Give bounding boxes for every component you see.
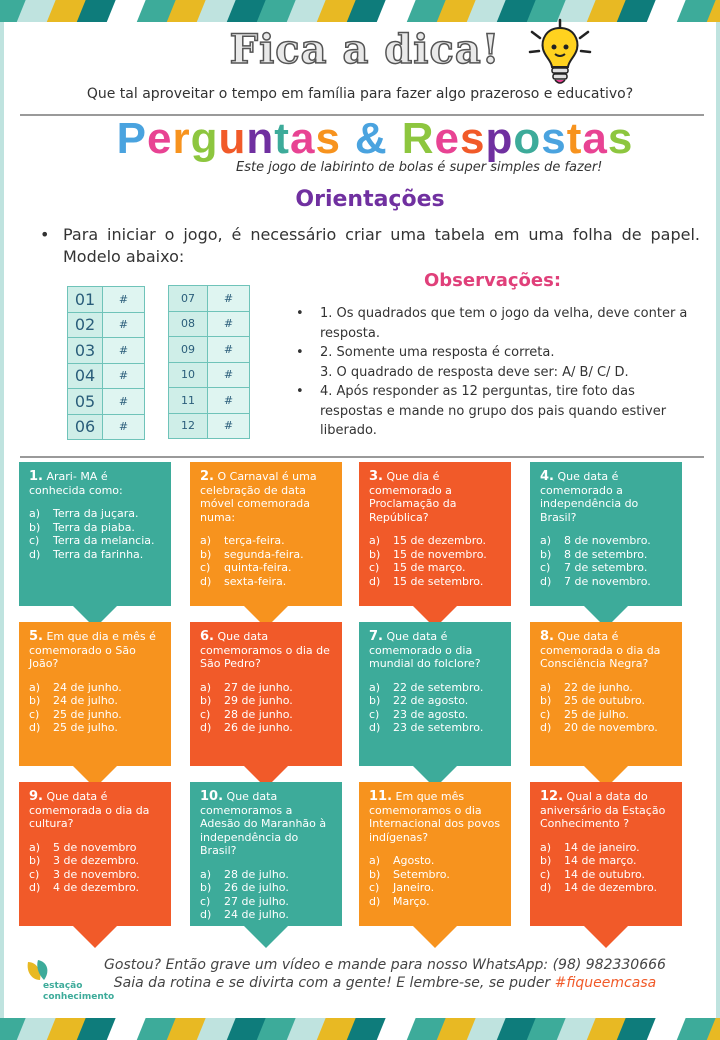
option-text: 4 de dezembro. <box>53 881 140 894</box>
title-letter: u <box>218 114 247 163</box>
question-card <box>190 782 342 926</box>
option-text: 7 de setembro. <box>564 561 648 574</box>
answer-option <box>540 868 672 882</box>
answer-option <box>369 868 501 882</box>
answer-option <box>540 721 672 735</box>
top-stripe-border <box>0 0 720 22</box>
question-label: Que dia é comemorado a Proclamação da República? <box>369 470 457 524</box>
option-letter: c) <box>200 561 211 574</box>
option-text: 3 de novembro. <box>53 867 140 881</box>
title-letter: R <box>401 114 435 163</box>
option-text: 20 de novembro. <box>564 721 658 734</box>
option-letter: d) <box>200 574 212 588</box>
table-row <box>169 388 250 414</box>
table-row <box>169 413 250 439</box>
question-text <box>540 470 672 524</box>
question-number: 11. <box>369 789 393 804</box>
option-letter: c) <box>200 894 211 908</box>
option-letter: a) <box>200 534 212 547</box>
table-row <box>68 312 145 338</box>
option-text: 22 de junho. <box>564 680 633 694</box>
question-number-cell: 12 <box>169 413 208 439</box>
question-label: Em que mês comemoramos o dia Internacional dos povos indígenas? <box>369 790 501 844</box>
answer-cell: # <box>208 337 250 363</box>
question-card <box>359 462 511 606</box>
question-label: Que data comemoramos a Adesão do Maranhão à independência do Brasil? <box>200 790 327 857</box>
option-letter: b) <box>200 694 212 707</box>
card-pointer <box>73 926 117 948</box>
answer-option <box>200 868 332 882</box>
option-text: 8 de novembro. <box>564 534 651 547</box>
answer-option <box>200 561 332 575</box>
question-number-cell: 04 <box>68 363 103 389</box>
answer-option <box>540 854 672 868</box>
question-card <box>19 622 171 766</box>
observacoes-heading: Observações: <box>424 270 562 291</box>
option-letter: c) <box>369 707 380 721</box>
question-number-cell: 02 <box>68 312 103 338</box>
question-number-cell: 09 <box>169 337 208 363</box>
option-letter: b) <box>200 881 212 894</box>
option-text: 23 de setembro. <box>393 721 484 734</box>
question-label: Que data é comemorado a independência do Brasil? <box>540 470 639 524</box>
title-letter: a <box>289 114 316 163</box>
option-text: segunda-feira. <box>224 547 304 561</box>
option-text: 22 de setembro. <box>393 680 484 694</box>
answer-option <box>200 534 332 548</box>
answer-option <box>540 575 672 589</box>
option-letter: a) <box>200 867 212 881</box>
title-letter: e <box>434 114 460 163</box>
answer-option <box>29 854 161 868</box>
answer-option <box>540 881 672 895</box>
option-letter: a) <box>29 840 41 854</box>
answer-option <box>29 881 161 895</box>
answer-option <box>200 708 332 722</box>
table-row <box>68 389 145 415</box>
option-letter: d) <box>29 721 41 734</box>
option-text: 27 de junho. <box>224 680 293 694</box>
answer-option <box>29 708 161 722</box>
table-row <box>169 337 250 363</box>
option-text: 24 de junho. <box>53 680 122 694</box>
option-text: Agosto. <box>393 854 435 867</box>
right-border <box>716 22 720 1018</box>
answer-cell: # <box>208 311 250 337</box>
question-text <box>200 470 332 524</box>
page-title: Fica a dica! <box>229 26 501 73</box>
question-card <box>359 782 511 926</box>
title-letter: e <box>147 114 173 163</box>
question-label: Arari- MA é conhecida como: <box>29 470 123 497</box>
option-text: 15 de setembro. <box>393 574 484 588</box>
option-letter: d) <box>29 547 41 561</box>
question-number-cell: 08 <box>169 311 208 337</box>
bullet: • <box>296 306 304 321</box>
question-text <box>29 790 161 831</box>
option-text: 23 de agosto. <box>393 707 469 721</box>
question-number-cell: 05 <box>68 389 103 415</box>
option-text: 25 de julho. <box>53 721 118 734</box>
game-title <box>0 114 720 164</box>
option-text: 14 de janeiro. <box>564 840 640 854</box>
answer-option <box>369 694 501 708</box>
answer-option <box>200 721 332 735</box>
question-label: Em que dia e mês é comemorado o São João? <box>29 630 156 670</box>
option-letter: b) <box>369 547 381 561</box>
option-letter: a) <box>540 840 552 854</box>
option-text: 24 de julho. <box>224 908 289 921</box>
answer-option <box>29 548 161 562</box>
title-letter: n <box>246 114 275 163</box>
option-text: 14 de março. <box>564 854 637 867</box>
option-text: Terra da piaba. <box>53 520 135 534</box>
bottom-stripe-border <box>0 1018 720 1040</box>
title-letter: g <box>190 114 219 163</box>
question-number-cell: 11 <box>169 388 208 414</box>
table-row <box>169 286 250 312</box>
left-border <box>0 22 4 1018</box>
question-card <box>19 462 171 606</box>
question-card <box>530 782 682 926</box>
option-text: 24 de julho. <box>53 694 118 707</box>
option-letter: c) <box>540 561 551 574</box>
question-card <box>530 622 682 766</box>
option-text: 15 de novembro. <box>393 547 487 561</box>
option-letter: a) <box>200 680 212 694</box>
option-letter: c) <box>540 707 551 721</box>
question-number: 2. <box>200 469 214 484</box>
divider-middle <box>20 456 704 458</box>
table-row <box>68 287 145 313</box>
observacao-item <box>296 304 696 343</box>
option-letter: b) <box>369 867 381 881</box>
question-number-cell: 06 <box>68 414 103 440</box>
title-letter: t <box>566 114 583 163</box>
option-letter: d) <box>29 881 41 894</box>
answer-option <box>540 548 672 562</box>
option-text: sexta-feira. <box>224 574 287 588</box>
option-letter: d) <box>200 721 212 734</box>
answer-option <box>29 534 161 548</box>
card-pointer <box>413 926 457 948</box>
option-text: 14 de dezembro. <box>564 881 658 894</box>
option-text: 25 de julho. <box>564 707 629 721</box>
question-number-cell: 03 <box>68 338 103 364</box>
observacao-text: 3. O quadrado de resposta deve ser: A/ B/ C/ D. <box>320 364 629 380</box>
answer-cell: # <box>103 389 145 415</box>
option-letter: d) <box>540 574 552 588</box>
game-subtitle: Este jogo de labirinto de bolas é super simples de fazer! <box>236 160 603 175</box>
card-pointer <box>584 926 628 948</box>
option-letter: a) <box>540 534 552 547</box>
option-letter: c) <box>29 534 40 547</box>
answer-option <box>29 694 161 708</box>
observacao-text: 4. Após responder as 12 perguntas, tire foto das respostas e mande no grupo dos pais quando estiver liberado. <box>320 384 667 438</box>
question-number-cell: 10 <box>169 362 208 388</box>
option-letter: b) <box>29 694 41 707</box>
option-text: 8 de setembro. <box>564 547 648 561</box>
question-label: O Carnaval é uma celebração de data móvel comemorada numa: <box>200 470 317 524</box>
option-text: Terra da farinha. <box>53 547 144 561</box>
title-letter: P <box>116 114 148 163</box>
answer-option <box>540 534 672 548</box>
answer-cell: # <box>208 388 250 414</box>
question-label: Que data é comemorada o dia da Consciência Negra? <box>540 630 661 670</box>
question-text <box>29 470 161 497</box>
question-number: 7. <box>369 629 383 644</box>
option-text: Setembro. <box>393 867 450 881</box>
title-letter: t <box>274 114 290 163</box>
answer-option <box>29 507 161 521</box>
answer-option <box>369 548 501 562</box>
option-letter: a) <box>369 680 381 694</box>
question-text <box>200 790 332 858</box>
question-number: 4. <box>540 469 554 484</box>
question-card <box>359 622 511 766</box>
option-letter: b) <box>540 854 552 867</box>
answer-table-2 <box>168 285 250 439</box>
option-text: Janeiro. <box>393 881 435 894</box>
question-number: 3. <box>369 469 383 484</box>
answer-option <box>29 721 161 735</box>
answer-option <box>369 708 501 722</box>
question-card <box>530 462 682 606</box>
question-card <box>19 782 171 926</box>
question-label: Que data é comemorado o dia mundial do folclore? <box>369 630 481 670</box>
question-number: 10. <box>200 789 224 804</box>
observacao-item <box>296 343 696 363</box>
hashtag: #fiqueemcasa <box>554 975 657 991</box>
option-text: Terra da melancia. <box>53 534 155 547</box>
answer-option <box>200 694 332 708</box>
option-text: quinta-feira. <box>224 561 292 574</box>
option-letter: c) <box>369 881 380 894</box>
answer-cell: # <box>208 362 250 388</box>
answer-option <box>369 721 501 735</box>
option-text: 15 de março. <box>393 561 466 574</box>
question-number: 6. <box>200 629 214 644</box>
answer-cell: # <box>103 312 145 338</box>
question-text <box>29 630 161 671</box>
answer-option <box>200 895 332 909</box>
answer-option <box>540 681 672 695</box>
answer-cell: # <box>103 287 145 313</box>
option-letter: d) <box>369 721 381 734</box>
observacao-text: 1. Os quadrados que tem o jogo da velha, deve conter a resposta. <box>320 306 688 341</box>
question-text <box>200 630 332 671</box>
question-text <box>369 790 501 844</box>
question-label: Qual a data do aniversário da Estação Conhecimento ? <box>540 790 666 830</box>
table-row <box>169 311 250 337</box>
intro-text: Para iniciar o jogo, é necessário criar uma tabela em uma folha de papel. Modelo abaixo: <box>63 225 700 266</box>
option-letter: a) <box>29 680 41 694</box>
option-text: Terra da juçara. <box>53 507 139 520</box>
question-number-cell: 07 <box>169 286 208 312</box>
table-row <box>68 363 145 389</box>
option-letter: c) <box>29 707 40 721</box>
answer-option <box>29 521 161 535</box>
option-letter: c) <box>540 867 551 881</box>
table-row <box>68 338 145 364</box>
answer-option <box>540 561 672 575</box>
answer-option <box>369 681 501 695</box>
answer-cell: # <box>208 413 250 439</box>
answer-option <box>200 681 332 695</box>
option-text: 28 de junho. <box>224 707 293 721</box>
title-letter: & <box>354 114 388 163</box>
answer-option <box>200 548 332 562</box>
header-subtitle: Que tal aproveitar o tempo em família para fazer algo prazeroso e educativo? <box>86 86 634 102</box>
answer-option <box>200 575 332 589</box>
question-text <box>369 470 501 524</box>
answer-option <box>369 854 501 868</box>
answer-option <box>540 694 672 708</box>
option-letter: d) <box>540 721 552 734</box>
option-text: 15 de dezembro. <box>393 534 487 547</box>
bullet: • <box>296 384 304 399</box>
option-letter: d) <box>369 574 381 588</box>
title-letter: s <box>607 114 634 163</box>
question-text <box>540 630 672 671</box>
title-letter: s <box>541 114 567 163</box>
option-text: 27 de julho. <box>224 894 289 908</box>
logo-text: estação conhecimento <box>43 981 115 1002</box>
option-letter: a) <box>369 854 381 867</box>
answer-cell: # <box>103 363 145 389</box>
observacao-text: 2. Somente uma resposta é correta. <box>320 345 555 360</box>
option-letter: a) <box>540 680 552 694</box>
option-letter: d) <box>200 908 212 921</box>
answer-option <box>540 708 672 722</box>
option-text: 28 de julho. <box>224 867 289 881</box>
answer-option <box>29 681 161 695</box>
lightbulb-icon <box>528 18 592 88</box>
title-letter: a <box>582 114 608 163</box>
answer-option <box>200 881 332 895</box>
option-letter: b) <box>29 854 41 867</box>
option-text: 7 de novembro. <box>564 574 651 588</box>
option-letter: c) <box>29 867 40 881</box>
option-text: terça-feira. <box>224 534 285 547</box>
answer-option <box>369 561 501 575</box>
option-letter: b) <box>540 694 552 707</box>
option-text: 26 de junho. <box>224 721 293 734</box>
answer-cell: # <box>103 338 145 364</box>
intro-paragraph <box>40 224 700 268</box>
question-label: Que data é comemorada o dia da cultura? <box>29 790 150 830</box>
option-text: 22 de agosto. <box>393 694 469 707</box>
answer-option <box>29 868 161 882</box>
title-letter: s <box>459 114 486 163</box>
option-text: 25 de junho. <box>53 707 122 721</box>
card-pointer <box>244 926 288 948</box>
title-letter: p <box>485 114 514 163</box>
answer-option <box>200 908 332 922</box>
title-letter: s <box>315 114 341 163</box>
option-letter: b) <box>200 547 212 561</box>
option-letter: a) <box>369 534 381 547</box>
answer-table-1 <box>67 286 145 440</box>
table-row <box>169 362 250 388</box>
answer-option <box>540 841 672 855</box>
question-text <box>540 790 672 831</box>
option-text: 5 de novembro <box>53 840 137 854</box>
option-letter: d) <box>369 894 381 908</box>
option-letter: b) <box>29 520 41 534</box>
option-text: 29 de junho. <box>224 694 293 707</box>
question-card <box>190 462 342 606</box>
option-letter: c) <box>200 707 211 721</box>
section-heading-orientacoes: Orientações <box>295 187 445 212</box>
answer-option <box>369 575 501 589</box>
answer-option <box>369 534 501 548</box>
option-text: 14 de outubro. <box>564 867 646 881</box>
title-letter: o <box>513 114 542 163</box>
question-number: 12. <box>540 789 564 804</box>
bullet: • <box>40 225 50 244</box>
option-letter: d) <box>540 881 552 894</box>
option-text: 25 de outubro. <box>564 694 646 707</box>
question-number: 8. <box>540 629 554 644</box>
question-number: 1. <box>29 469 43 484</box>
answer-cell: # <box>103 414 145 440</box>
question-number: 9. <box>29 789 43 804</box>
option-text: 3 de dezembro. <box>53 854 140 867</box>
question-card <box>190 622 342 766</box>
option-letter: b) <box>540 547 552 561</box>
option-letter: a) <box>29 507 41 520</box>
option-text: Março. <box>393 894 430 908</box>
observacao-item <box>296 363 696 383</box>
question-text <box>369 630 501 671</box>
option-letter: c) <box>369 561 380 574</box>
answer-option <box>369 881 501 895</box>
answer-cell: # <box>208 286 250 312</box>
footer-line-2: Saia da rotina e se divirta com a gente! E lembre-se, se puder #fiqueemcasa <box>113 975 657 991</box>
question-number-cell: 01 <box>68 287 103 313</box>
table-row <box>68 414 145 440</box>
option-letter: b) <box>369 694 381 707</box>
observacoes-list <box>296 304 696 441</box>
footer-line-1: Gostou? Então grave um vídeo e mande para nosso WhatsApp: (98) 982330666 <box>104 957 666 973</box>
observacao-item <box>296 382 696 441</box>
question-label: Que data comemoramos o dia de São Pedro? <box>200 630 330 670</box>
title-letter: r <box>172 114 191 163</box>
bullet: • <box>296 345 304 360</box>
option-text: 26 de julho. <box>224 881 289 894</box>
question-number: 5. <box>29 629 43 644</box>
answer-option <box>369 895 501 909</box>
answer-option <box>29 841 161 855</box>
